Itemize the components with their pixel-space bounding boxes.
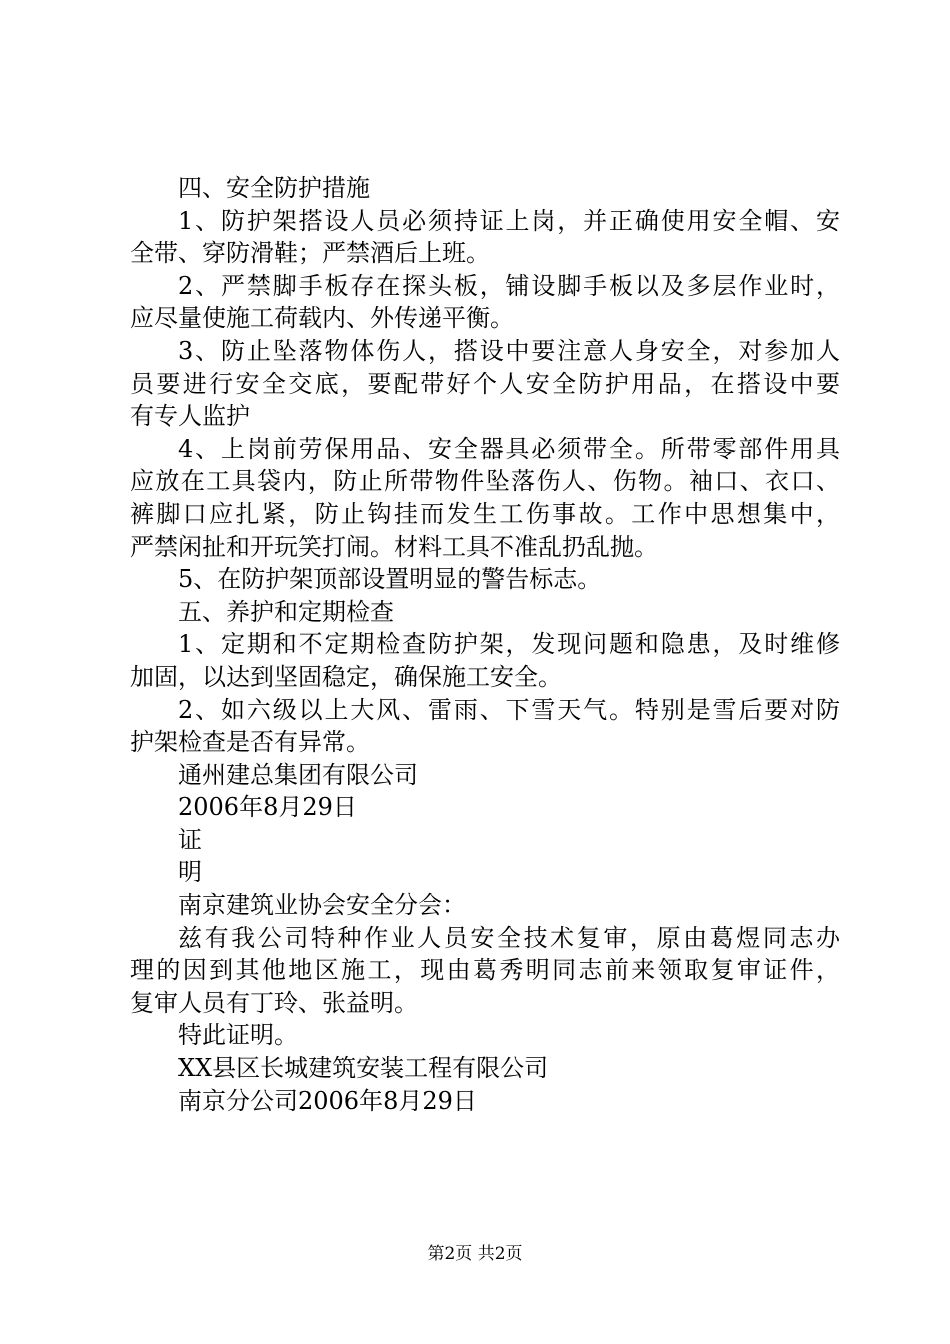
text-line: 裤脚口应扎紧，防止钩挂而发生工伤事故。工作中思想集中， xyxy=(130,499,840,528)
text-line: 复审人员有丁玲、张益明。 xyxy=(130,988,418,1017)
text-line: 3、防止坠落物体伤人，搭设中要注意人身安全，对参加人 xyxy=(178,336,840,365)
text-line: 南京分公司2006年8月29日 xyxy=(178,1086,477,1115)
text-line: 护架检查是否有异常。 xyxy=(130,728,370,757)
text-line: 应放在工具袋内，防止所带物件坠落伤人、伤物。袖口、衣口、 xyxy=(130,467,840,496)
text-line: 2006年8月29日 xyxy=(178,793,357,822)
text-line: 四、安全防护措施 xyxy=(178,174,370,202)
text-line: 1、定期和不定期检查防护架，发现问题和隐患，及时维修 xyxy=(178,630,840,659)
text-line: 南京建筑业协会安全分会： xyxy=(178,891,466,920)
text-line: 4、上岗前劳保用品、安全器具必须带全。所带零部件用具 xyxy=(178,434,840,463)
text-line: 兹有我公司特种作业人员安全技术复审，原由葛煜同志办 xyxy=(178,923,840,952)
text-line: 5、在防护架顶部设置明显的警告标志。 xyxy=(178,565,602,594)
text-line: 应尽量使施工荷载内、外传递平衡。 xyxy=(130,304,514,333)
text-line: 证 xyxy=(178,825,202,854)
text-line: 员要进行安全交底，要配带好个人安全防护用品，在搭设中要 xyxy=(130,369,840,398)
text-line: 明 xyxy=(178,858,202,887)
text-line: 理的因到其他地区施工，现由葛秀明同志前来领取复审证件， xyxy=(130,956,840,985)
text-line: 2、严禁脚手板存在探头板，铺设脚手板以及多层作业时， xyxy=(178,271,840,300)
text-line: 特此证明。 xyxy=(178,1021,298,1050)
text-line: 有专人监护 xyxy=(130,402,250,431)
text-line: 加固，以达到坚固稳定，确保施工安全。 xyxy=(130,662,562,691)
text-line: 严禁闲扯和开玩笑打闹。材料工具不准乱扔乱抛。 xyxy=(130,532,658,561)
text-line: 2、如六级以上大风、雷雨、下雪天气。特别是雪后要对防 xyxy=(178,695,840,724)
text-line: 通州建总集团有限公司 xyxy=(178,760,418,789)
text-line: 五、养护和定期检查 xyxy=(178,597,394,626)
text-line: 全带、穿防滑鞋；严禁酒后上班。 xyxy=(130,239,490,268)
text-line: 1、防护架搭设人员必须持证上岗，并正确使用安全帽、安 xyxy=(178,206,840,235)
page-footer: 第2页 共2页 xyxy=(427,1244,523,1264)
document-body xyxy=(130,172,840,1117)
text-line: XX县区长城建筑安装工程有限公司 xyxy=(178,1054,549,1083)
